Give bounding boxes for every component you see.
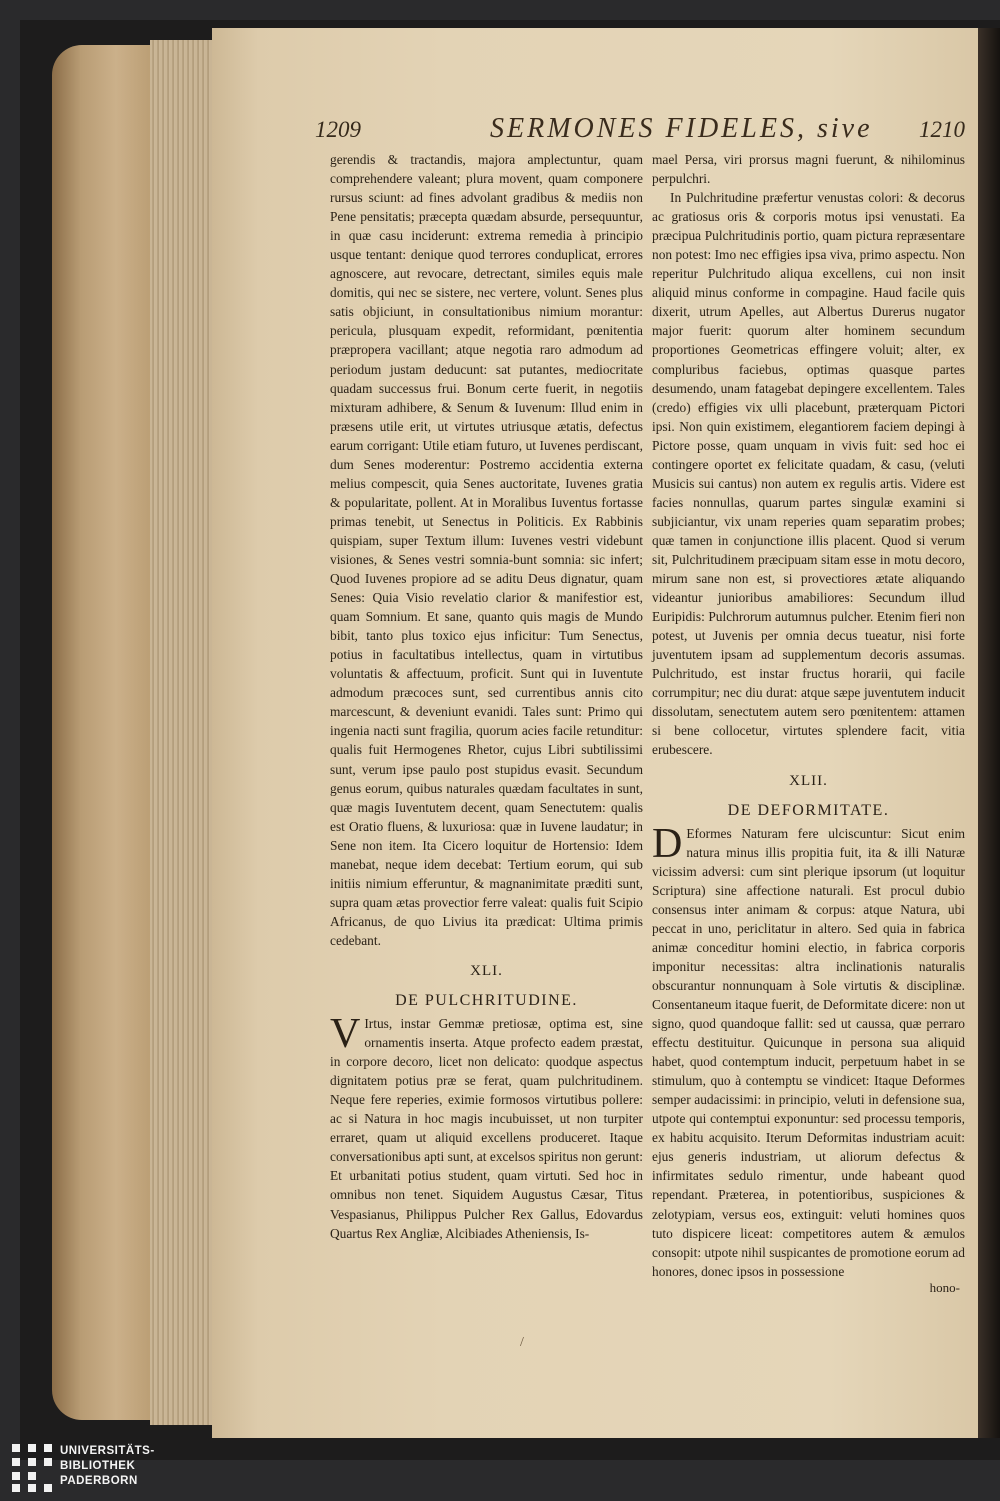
section-number: XLII.: [789, 772, 828, 789]
drop-cap: V: [330, 1011, 361, 1058]
paragraph: [652, 820, 965, 1281]
logo-line: BIBLIOTHEK: [60, 1460, 136, 1472]
text-column-left: [330, 150, 643, 1310]
page-number-right: 1210: [919, 117, 965, 142]
stray-mark: /: [520, 1335, 524, 1350]
catchword: hono-: [929, 1280, 960, 1295]
running-title: SERMONES FIDELES, sive: [490, 113, 873, 144]
paragraph-text: Irtus, instar Gemmæ pretiosæ, optima est, sine ornamentis inserta. Atque profecto eadem præstat, in corpore decoro, licet non delicato: quodque aspectus dignitatem potius præ se ferat, quam pulchritudinem. Neque fere reperies, eximie formosos virtutibus pollere: ac si Natura in hoc magis incubuisset, ut non turpiter erraret, quam ut aliquid excellens produceret. Itaque conversationibus apti sunt, at excelsos spiritus non gerunt: Et urbanitati potius student, quam virtuti. Sed hoc in omnibus non tenet. Siquidem Augustus Cæsar, Titus Vespasianus, Philippus Pulcher Rex Gallus, Edovardus Quartus Rex Angliæ, Alcibiades Atheniensis, Is-: [330, 1016, 643, 1241]
page-number-left: 1209: [315, 117, 361, 142]
logo-text: [60, 1444, 155, 1489]
paragraph: mael Persa, viri prorsus magni fuerunt, & nihilominus perpulchri.: [652, 152, 965, 187]
paragraph-text: Eformes Naturam fere ulciscuntur: Sicut enim natura minus illis propitia fuit, ita & illi Naturæ vicissim adversi: cum sint plerique ipsorum (ut loquitur Scriptura) sine affectione naturali. Est procul dubio consensus inter animam & corpus: atque Natura, ubi peccat in uno, periclitatur in altero. Sed quia in fabrica animæ conceditur homini electio, in fabrica corporis imponitur necessitas: altra inclinationis naturalis obscurantur nonnunquam à Sole virtutis & disciplinæ. Consentaneum itaque fuerit, de Deformitate dicere: non ut signo, quod quandoque fallit: sed ut caussa, quæ perraro effectu destituitur. Quicunque in persona sua aliquid habet, quod contemptum inducit, perpetuum habet in se stimulum, quo à contemptu se vindicet: Itaque Deformes semper audacissimi: in principio, veluti in defensione sua, utpote qui contemptui exponuntur: sed processu temporis, ex habitu acquisito. Iterum Deformitas industriam acuit: ejus generis industriam, ut aliorum defectus & infirmitates sedulo rimentur, unde habeant quod rependant. Præterea, in potentioribus, suspiciones & zelotypiam, versus eos, extinguit: veluti homines quos tuto dispicere liceat: competitores autem & æmulos consopit: utpote nihil suspicantes de promotione eorum ad honores, donec ipsos in possessione: [652, 825, 965, 1279]
section-heading: DE PULCHRITUDINE.: [395, 992, 578, 1010]
text-column-right: [652, 150, 965, 1279]
logo-line: UNIVERSITÄTS-: [60, 1445, 155, 1457]
section-number: XLI.: [470, 962, 503, 979]
running-head: [315, 113, 965, 143]
logo-line: PADERBORN: [60, 1475, 138, 1487]
logo-icon: [12, 1444, 52, 1492]
facing-page-gutter: [978, 28, 1000, 1438]
section-heading: DE DEFORMITATE.: [727, 801, 890, 819]
library-logo: [8, 1440, 188, 1496]
drop-cap: D: [652, 820, 683, 867]
paragraph: gerendis & tractandis, majora amplectuntur, quam comprehendere valeant; plura movent, quam componere rursus sciunt: ad fines advolant gradibus & mediis non Pene pensitatis; præcepta quædam absurde, persequuntur, in quæ casu inciderunt: extrema remedia à principio usque tentant: denique quod terrores conduplicat, errores agnoscere, aut revocare, detrectant, similes equis male domitis, qui nec se sistere, nec vertere, volunt. Senes plus satis objiciunt, in consultationibus nimium morantur: pericula, plusquam expedit, reformidant, pœnitentia præpropera vacillant; atque negotia raro admodum ad periodum justam deducunt: sat putantes, mediocritate quadam successus frui. Bonum certe fuerit, in negotiis mixturam adhibere, & Senum & Iuvenum: Illud enim in præsens utile erit, ut virtutes utriusque ætatis, defectus earum corrigant: Utile etiam futuro, ut Iuvenes perdiscant, dum Senes moderentur: Postremo accidentia externa melius compescit, quia Senes auctoritate, Iuvenes gratia & popularitate, pollent. At in Moralibus Iuventus fortasse primas tenebit, ut Senectus in Politicis. Ex Rabbinis quispiam, super Textum illum: Iuvenes vestri videbunt visiones, & Senes vestri somnia-bunt somnia: sic infert; Quod Iuvenes propiore ad se aditu Deus dignatur, quam Senes: Quia Visio revelatio clarior & manifestior est, quam Somnium. Et sane, quanto quis magis de Mundo bibit, tanto plus toxico ejus inficitur: Tum Senectus, potius in facultatibus intellectus, quam in virtutibus voluntatis & affectuum, proficit. Sunt qui in Iuventute admodum præcoces sunt, sed currentibus annis cito marcescunt, & deveniunt evanidi. Tales sunt: Primo qui ingenia nacti sunt fragilia, quorum acies facile retunditur: qualis fuit Hermogenes Rhetor, cujus Libri subtilissimi sunt, verum ipse paulo post stupidus evasit. Secundum genus eorum, quibus naturales quædam facultates in sunt, quæ magis Iuventutem decent, quam Senectutem: qualis est Oratio fluens, & luxuriosa: quæ in Iuvene laudatur; in Sene non item. Ita Cicero loquitur de Hortensio: Idem manebat, neque idem decebat: Tertium eorum, qui sub initiis nimium efferuntur, & magnanimitate præditi sunt, supra quam ætas provectior ferre valeat: qualis fuit Scipio Africanus, de quo Livius ita prædicat: Ultima primis cedebant.: [330, 152, 643, 948]
paragraph: [330, 1011, 643, 1243]
paragraph: In Pulchritudine præfertur venustas colori: & decorus ac gratiosus oris & corporis motus ipsi venustati. Ea præcipua Pulchritudinis portio, quam pictura repræsentare non potest: Imo nec effigies ipsa viva, primo aspectu. Non reperitur Pulchritudo aliqua excellens, cui non insit aliquid minus conforme in compagine. Haud facile quis dixerit, utrum Apelles, aut Albertus Durerus nugator major fuerit: quorum alter hominem secundum proportiones Geometricas effingere voluit; alter, ex compluribus faciebus, optimas quasque partes desumendo, unam fatagebat depingere excellentem. Tales (credo) effigies vix ulli placebunt, præterquam Pictori ipsi. Non quin existimem, elegantiorem faciem depingi à Pictore posse, quam unquam in vivis fuit: sed hoc ei contingere oportet ex felicitate quadam, & casu, (veluti Musicis sui cantus) non autem ex regulis artis. Videre est facies nonnullas, quarum partes singulæ examini si subjiciantur, vix unam reperies quam separatim probes; quæ tamen in conjunctione illis placent. Quod si verum sit, Pulchritudinem præcipuam sitam esse in motu decoro, mirum sane non est, si provectiores ætate aliquando videantur junioribus amabiliores: Secundum illud Euripidis: Pulchrorum autumnus pulcher. Etenim fieri non potest, ut Juvenis per omnia decus tueatur, nisi forte juventutem ipsam ad supplementum decoris assumas. Pulchritudo, est instar fructus horarii, qui facile corrumpitur; nec diu durat: atque sæpe juventutem inducit dissolutam, senectutem autem sero pœnitentem: attamen si bene collocetur, virtutes splendere facit, vitia erubescere.: [652, 190, 965, 758]
